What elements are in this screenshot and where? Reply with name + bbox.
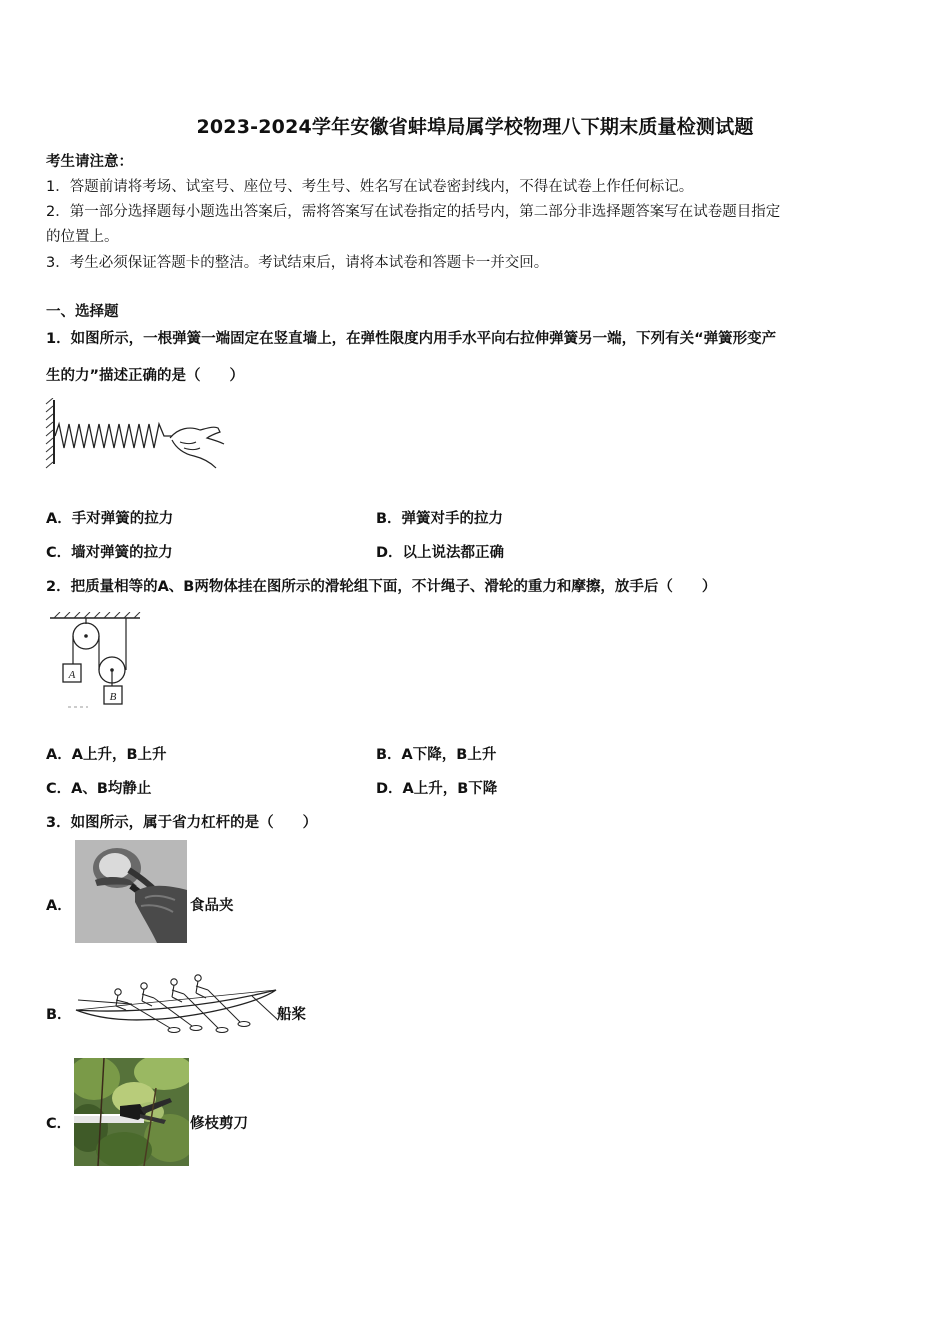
rowing-boat-figure bbox=[72, 970, 280, 1038]
q2-option-a: A．A上升，B上升 bbox=[46, 747, 167, 763]
q3-option-a-letter: A． bbox=[46, 898, 72, 914]
q1-stem-line1: 1．如图所示，一根弹簧一端固定在竖直墙上，在弹性限度内用手水平向右拉伸弹簧另一端，下列有关“弹簧形变产 bbox=[46, 331, 777, 347]
notice-item-3: 3．考生必须保证答题卡的整洁。考试结束后，请将本试卷和答题卡一并交回。 bbox=[46, 255, 549, 271]
page-title: 2023-2024学年安徽省蚌埠局属学校物理八下期末质量检测试题 bbox=[196, 116, 754, 138]
notice-heading: 考生请注意： bbox=[46, 154, 133, 170]
q3-option-c-caption: 修枝剪刀 bbox=[190, 1116, 248, 1132]
q2-option-d: D．A上升，B下降 bbox=[376, 781, 498, 797]
q2-stem: 2．把质量相等的A、B两物体挂在图所示的滑轮组下面，不计绳子、滑轮的重力和摩擦，放手后（ ） bbox=[46, 579, 717, 595]
notice-item-2-cont: 的位置上。 bbox=[46, 229, 119, 245]
q1-option-a: A．手对弹簧的拉力 bbox=[46, 511, 174, 527]
q2-option-b: B．A下降，B上升 bbox=[376, 747, 497, 763]
q1-spring-figure bbox=[44, 398, 229, 476]
q3-option-a-caption: 食品夹 bbox=[190, 898, 234, 914]
notice-item-1: 1．答题前请将考场、试室号、座位号、考生号、姓名写在试卷密封线内，不得在试卷上作任何标记。 bbox=[46, 179, 694, 195]
q1-option-c: C．墙对弹簧的拉力 bbox=[46, 545, 173, 561]
q3-option-b-letter: B． bbox=[46, 1007, 72, 1023]
q3-stem: 3．如图所示，属于省力杠杆的是（ ） bbox=[46, 815, 318, 831]
section-heading: 一、选择题 bbox=[46, 304, 119, 320]
q3-option-b-caption: 船桨 bbox=[277, 1007, 306, 1023]
q1-stem-line2: 生的力”描述正确的是（ ） bbox=[46, 368, 245, 384]
q1-option-b: B．弹簧对手的拉力 bbox=[376, 511, 504, 527]
food-tongs-photo bbox=[75, 840, 187, 943]
q2-label-a: A bbox=[68, 669, 76, 681]
q3-option-c-letter: C． bbox=[46, 1116, 72, 1132]
q2-pulley-figure bbox=[48, 612, 148, 710]
q2-label-b: B bbox=[109, 691, 117, 703]
pruning-shears-photo bbox=[74, 1058, 189, 1166]
notice-item-2: 2．第一部分选择题每小题选出答案后，需将答案写在试卷指定的括号内，第二部分非选择题答案写在试卷题目指定 bbox=[46, 204, 781, 220]
q2-option-c: C．A、B均静止 bbox=[46, 781, 152, 797]
q1-option-d: D．以上说法都正确 bbox=[376, 545, 505, 561]
